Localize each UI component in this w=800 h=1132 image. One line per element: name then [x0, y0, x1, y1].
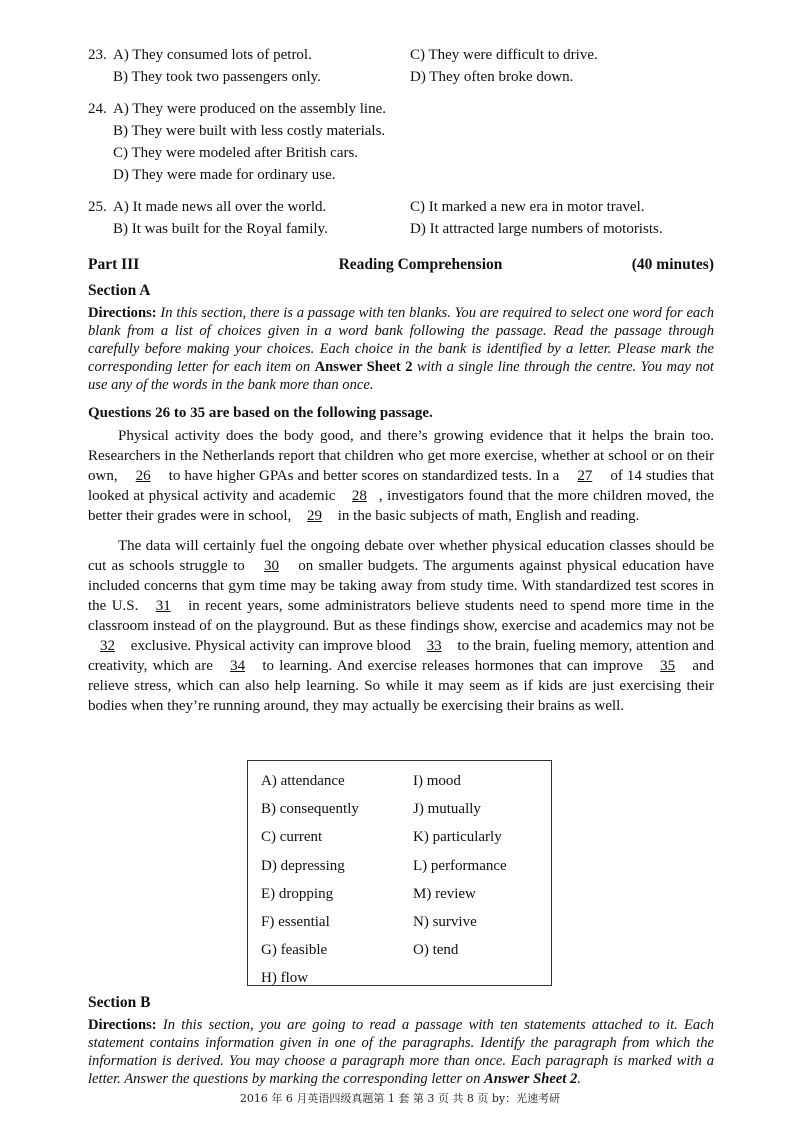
- question-24: [88, 98, 714, 186]
- word-bank-item: E) dropping: [261, 885, 334, 902]
- option-d: D) It attracted large numbers of motorists.: [410, 221, 663, 237]
- question-number: 25.: [88, 199, 107, 215]
- word-bank-item: A) attendance: [261, 773, 345, 789]
- question-number: 24.: [88, 101, 107, 117]
- page-footer: 2016 年 6 月英语四级真题第 1 套 第 3 页 共 8 页 by：光速考研: [239, 1092, 561, 1105]
- option-c: C) It marked a new era in motor travel.: [410, 199, 645, 215]
- option-d: D) They were made for ordinary use.: [113, 167, 336, 183]
- section-b-directions: Directions: In this section, you are going to read a passage with ten statements attached to it. Each statement contains information given in one of the paragraphs. Identify the paragraph from which the information is derived. You may choose a paragraph more than once. Each paragraph is marked with a letter. Answer the questions by marking the corresponding letter on Answer Sheet 2.: [88, 1017, 714, 1087]
- option-b: B) They were built with less costly materials.: [113, 123, 386, 139]
- question-number: 23.: [88, 47, 107, 63]
- word-bank-column-1: [261, 767, 359, 993]
- option-d: D) They often broke down.: [410, 69, 574, 85]
- word-bank-item: G) feasible: [261, 942, 328, 959]
- directions-text-1: In this section, there is a passage with ten blanks. You are required to select one word for each blank from a list of choices given in a word bank following the passage. Read the passage through carefully before making your choices. Each choice in the bank is identified by a letter. Please mark the corresponding letter for each item on: [88, 305, 714, 375]
- option-b: B) They took two passengers only.: [113, 69, 321, 85]
- directions-label: Directions:: [88, 305, 157, 321]
- passage-paragraph-2: The data will certainly fuel the ongoing debate over whether physical education classes should be cut as schools struggle to 30 on smaller budgets. The arguments against physical education have included concerns that gym time may be taking away from study time. With standardized test scores in the U.S. 31 in recent years, some administrators believe students need to spend more time in the classroom instead of on the playground. But as these findings show, exercise and academics may not be 32 exclusive. Physical activity can improve blood 33 to the brain, fueling memory, attention and creativity, which are 34 to learning. And exercise releases hormones that can improve 35 and relieve stress, which can also help learning. So while it may seem as if kids are just exercising their bodies when they’re running around, they may actually be exercising their brains as well.: [88, 538, 715, 714]
- part-title: Reading Comprehension: [338, 256, 503, 273]
- passage-intro: Questions 26 to 35 are based on the following passage.: [88, 405, 433, 421]
- part-time: (40 minutes): [631, 256, 714, 273]
- answer-sheet-label: Answer Sheet 2: [314, 359, 413, 375]
- word-bank-item: M) review: [413, 885, 476, 902]
- directions-text: In this section, you are going to read a passage with ten statements attached to it. Each statement contains information given in one of the paragraphs. Identify the paragraph from which the information is derived. You may choose a paragraph more than once. Each paragraph is marked with a letter. Answer the questions by marking the corresponding letter on: [88, 1017, 714, 1087]
- question-23: [88, 44, 714, 88]
- blank-33: 33: [426, 638, 442, 654]
- word-bank: [247, 760, 552, 986]
- blank-26: 26: [135, 468, 151, 484]
- word-bank-item: B) consequently: [261, 801, 359, 818]
- part-heading: [88, 254, 714, 276]
- blank-30: 30: [263, 558, 279, 574]
- section-b: [88, 992, 714, 1088]
- blank-29: 29: [307, 508, 323, 524]
- word-bank-item: L) performance: [413, 857, 507, 874]
- word-bank-column-2: [413, 767, 507, 964]
- blank-27: 27: [577, 468, 593, 484]
- part-label: Part III: [88, 256, 140, 273]
- answer-sheet-label: Answer Sheet 2: [484, 1071, 578, 1087]
- word-bank-item: F) essential: [261, 914, 330, 931]
- option-a: A) It made news all over the world.: [113, 199, 327, 215]
- word-bank-item: H) flow: [261, 970, 309, 987]
- section-a-directions: [88, 304, 714, 394]
- section-b-title: Section B: [88, 994, 151, 1011]
- directions-label: Directions:: [88, 1017, 157, 1033]
- word-bank-item: D) depressing: [261, 857, 345, 874]
- exam-page: [88, 44, 714, 716]
- option-a: A) They consumed lots of petrol.: [113, 47, 312, 63]
- word-bank-item: K) particularly: [413, 829, 502, 846]
- option-a: A) They were produced on the assembly line.: [113, 101, 386, 117]
- word-bank-item: O) tend: [413, 942, 459, 959]
- option-c: C) They were difficult to drive.: [410, 47, 598, 63]
- section-a-title: Section A: [88, 282, 151, 299]
- blank-35: 35: [660, 658, 676, 674]
- passage-paragraph-1: Physical activity does the body good, and there’s growing evidence that it helps the brain too. Researchers in the Netherlands report that children who get more exercise, whether at school or on their own, 26 to have higher GPAs and better scores on standardized tests. In a 27 of 14 studies that looked at physical activity and academic 28 , investigators found that the more children moved, the better their grades were in school, 29 in the basic subjects of math, English and reading.: [88, 428, 715, 524]
- option-b: B) It was built for the Royal family.: [113, 221, 328, 237]
- word-bank-item: C) current: [261, 829, 323, 846]
- directions-text-2: with a single line through the centre. You may not use any of the words in the bank more than once.: [88, 359, 714, 393]
- word-bank-item: J) mutually: [413, 801, 481, 818]
- blank-28: 28: [351, 488, 367, 504]
- blank-31: 31: [155, 598, 171, 614]
- blank-32: 32: [100, 638, 115, 654]
- option-c: C) They were modeled after British cars.: [113, 145, 359, 161]
- word-bank-item: I) mood: [413, 773, 461, 789]
- blank-34: 34: [230, 658, 246, 674]
- question-25: [88, 196, 714, 240]
- word-bank-item: N) survive: [413, 914, 477, 931]
